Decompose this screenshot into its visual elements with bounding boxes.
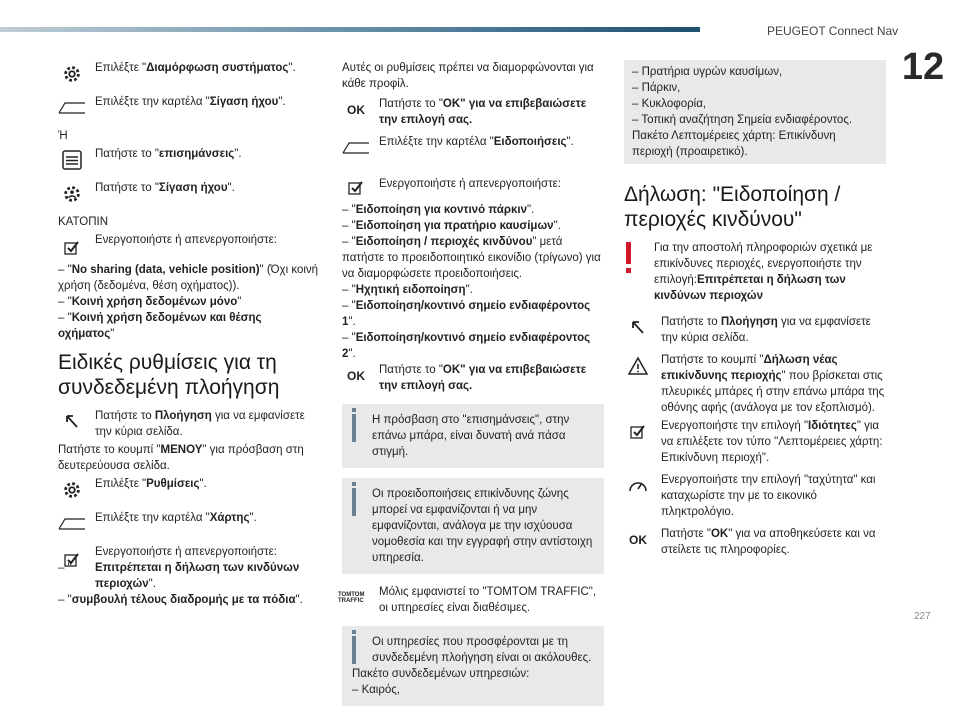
section-heading: Ειδικές ρυθμίσεις για τη συνδεδεμένη πλοήγηση [58, 351, 280, 399]
step-system-settings: Επιλέξτε "Διαμόρφωση συστήματος". [58, 60, 320, 88]
column-2 [338, 60, 604, 716]
tab-icon [342, 136, 370, 160]
ok-icon: OK [629, 533, 647, 547]
gear-icon [58, 62, 86, 86]
header-title: PEUGEOT Connect Nav [767, 24, 899, 38]
step-map-tab: Επιλέξτε την καρτέλα "Χάρτης". [58, 510, 320, 538]
column-3 [624, 60, 886, 564]
header-bar [0, 27, 700, 32]
warning-triangle-icon [624, 354, 652, 378]
option-fuel: – "Ειδοποίηση για πρατήριο καυσίμων". [342, 220, 561, 232]
option-walk-advice: – "συμβουλή τέλους διαδρομής με τα πόδια". [58, 594, 303, 606]
option-sound: – "Ηχητική ειδοποίηση". [342, 284, 473, 296]
step-notifications-tab: Επιλέξτε την καρτέλα "Ειδοποιήσεις". [342, 134, 604, 162]
info-note-1: Η πρόσβαση στο "επισημάνσεις", στην επάνω μπάρα, είναι δυνατή ανά πάσα στιγμή. [342, 404, 604, 468]
step-properties: Ενεργοποιήστε την επιλογή "Ιδιότητες" για να επιλέξετε τον τύπο "Λεπτομέρειες χάρτη: Επικίνδυνη περιοχή". [624, 418, 886, 466]
profile-paragraph: Αυτές οι ρυθμίσεις πρέπει να διαμορφώνονται για κάθε προφίλ. [342, 62, 594, 90]
option-poi-1: – "Ειδοποίηση/κοντινό σημείο ενδιαφέροντος 1". [342, 300, 591, 328]
gear-icon [58, 478, 86, 502]
tomtom-traffic-logo: TOMTOM TRAFFIC [338, 592, 365, 604]
step-ok-3: OK Πατήστε "OK" για να αποθηκεύσετε και να στείλετε τις πληροφορίες. [624, 526, 886, 558]
step-mute-tab: Επιλέξτε την καρτέλα "Σίγαση ήχου". [58, 94, 320, 122]
list-icon [58, 148, 86, 172]
services-box: – Πρατήρια υγρών καυσίμων, – Πάρκιν, – Κυκλοφορία, – Τοπική αναζήτηση Σημεία ενδιαφέροντος. Πακέτο Λεπτομέρειες χάρτη: Επικίνδυνη περιοχή (προαιρετικό). [624, 60, 886, 164]
option-data-position: – "Κοινή χρήση δεδομένων και θέσης οχήματος" [58, 312, 262, 340]
chapter-number: 12 [892, 42, 954, 92]
step-mute: Πατήστε το "Σίγαση ήχου". [58, 180, 320, 208]
info-icon [352, 636, 356, 664]
option-no-sharing: – "No sharing (data, vehicle position)" (Όχι κοινή χρήση (δεδομένα, θέση οχήματος)). [58, 264, 319, 292]
info-note-2: Οι προειδοποιήσεις επικίνδυνης ζώνης μπορεί να εμφανίζονται ή να μην εμφανίζονται, ανάλογα με την ισχύουσα νομοθεσία και την εγγραφή στην αντίστοιχη υπηρεσία. [342, 478, 604, 574]
step-tomtom: TOMTOM TRAFFIC Μόλις εμφανιστεί το "TOMTOM TRAFFIC", οι υπηρεσίες είναι διαθέσιμες. [338, 586, 597, 614]
gear-person-icon [58, 182, 86, 206]
info-note-3: Οι υπηρεσίες που προσφέρονται με τη συνδεδεμένη πλοήγηση είναι οι ακόλουθες. Πακέτο συνδεδεμένων υπηρεσιών: – Καιρός, [342, 626, 604, 706]
step-report-danger: Πατήστε το κουμπί "Δήλωση νέας επικίνδυνης περιοχής" που βρίσκεται στις πλευρικές μπάρες ή στην επάνω μπάρα της οθόνης αφής (ανάλογα με τον εξοπλισμό). [624, 352, 886, 416]
ok-icon: OK [347, 369, 365, 383]
tab-icon [58, 96, 86, 120]
or-label: Ή [58, 130, 68, 142]
checkbox-icon [58, 236, 86, 260]
page-number: 227 [914, 611, 931, 622]
checkbox-icon [58, 548, 86, 572]
checkbox-icon [624, 420, 652, 444]
step-speed: Ενεργοποιήστε την επιλογή "ταχύτητα" και καταχωρίστε την με το εικονικό πληκτρολόγιο. [624, 472, 886, 520]
step-ok-1: OK Πατήστε το "OK" για να επιβεβαιώσετε την επιλογή σας. [342, 96, 604, 128]
info-icon [352, 488, 356, 516]
step-settings: Επιλέξτε "Ρυθμίσεις". [58, 476, 320, 504]
step-toggle-2: Ενεργοποιήστε ή απενεργοποιήστε: [58, 544, 320, 568]
option-danger-zones: – "Ειδοποίηση / περιοχές κινδύνου" μετά πατήστε το προειδοποιητικό εικονίδιο (τρίγωνο) για να διαμορφώσετε προειδοποιήσεις. [342, 236, 601, 280]
section-heading-2: Δήλωση: "Ειδοποίηση / περιοχές κινδύνου" [624, 183, 841, 231]
info-icon [352, 414, 356, 442]
step-ok-2: OK Πατήστε το "OK" για να επιβεβαιώσετε την επιλογή σας. [342, 362, 604, 394]
step-toggle-3: Ενεργοποιήστε ή απενεργοποιήστε: [342, 168, 604, 196]
option-data-only: – "Κοινή χρήση δεδομένων μόνο" [58, 296, 242, 308]
step-toggle: Ενεργοποιήστε ή απενεργοποιήστε: [58, 232, 320, 256]
step-navigation: Πατήστε το Πλοήγηση για να εμφανίσετε την κύρια σελίδα. [58, 408, 320, 440]
tab-icon [58, 512, 86, 536]
warning-note: Για την αποστολή πληροφοριών σχετικά με επικίνδυνες περιοχές, ενεργοποιήστε την επιλογή:Επιτρέπεται η δήλωση των κινδύνων περιοχών [624, 240, 886, 304]
checkbox-icon [342, 176, 370, 200]
step-highlights: Πατήστε το "επισημάνσεις". [58, 146, 320, 174]
navigation-arrow-icon [58, 410, 86, 434]
step-navigation-2: Πατήστε το Πλοήγηση για να εμφανίσετε την κύρια σελίδα. [624, 314, 886, 346]
option-poi-2: – "Ειδοποίηση/κοντινό σημείο ενδιαφέροντος 2". [342, 332, 591, 360]
then-label: ΚΑΤΟΠΙΝ [58, 216, 109, 228]
speedometer-icon [624, 474, 652, 498]
ok-icon: OK [347, 103, 365, 117]
menu-paragraph: Πατήστε το κουμπί "ΜΕΝΟΥ" για πρόσβαση στη δευτερεύουσα σελίδα. [58, 444, 304, 472]
column-1 [58, 60, 320, 608]
option-parking: – "Ειδοποίηση για κοντινό πάρκιν". [342, 204, 535, 216]
navigation-arrow-icon [624, 316, 652, 340]
warning-icon [626, 242, 631, 264]
option-allow-danger: – " Επιτρέπεται η δήλωση των κινδύνων περιοχών". [58, 562, 300, 590]
